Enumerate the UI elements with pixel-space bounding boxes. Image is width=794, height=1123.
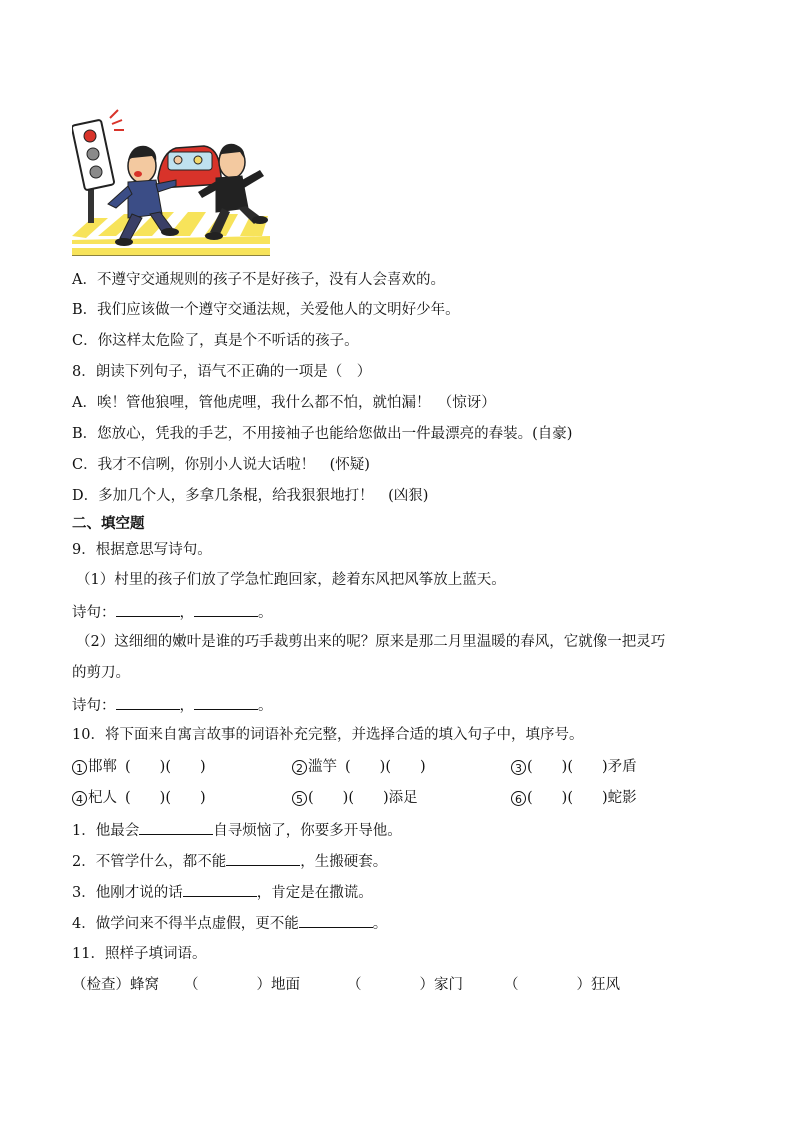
q8-stem: 8．朗读下列句子，语气不正确的一项是（ ） (72, 364, 372, 380)
fill-paren[interactable]: ( ) (308, 790, 349, 806)
idiom-item: 5 ( )( )添足 (292, 788, 418, 808)
circled-number: 2 (292, 760, 307, 775)
fill-paren[interactable]: ( ) (125, 759, 166, 775)
idiom-item: 2 滥竽 ( )( ) (292, 757, 426, 777)
q8-option-d: D．多加几个人，多拿几条棍，给我狠狠地打！ (凶狠) (72, 488, 429, 504)
answer-blank[interactable] (194, 601, 258, 617)
idiom-item: 4 杞人 ( )( ) (72, 788, 206, 808)
q10-sentence-2: 2．不管学什么，都不能 ，生搬硬套。 (72, 850, 387, 872)
poem-label: 诗句： (72, 605, 116, 621)
idiom-item: 3 ( )( )矛盾 (511, 757, 637, 777)
fill-paren[interactable]: ( ) (385, 759, 426, 775)
answer-blank[interactable] (183, 881, 257, 897)
q10-sentence-1: 1．他最会 自寻烦恼了，你要多开导他。 (72, 819, 402, 841)
option-c-prev: C．你这样太危险了，真是个不听话的孩子。 (72, 333, 359, 349)
option-a-prev: A．不遵守交通规则的孩子不是好孩子，没有人会喜欢的。 (72, 272, 445, 288)
q10-sentence-3: 3．他刚才说的话 ，肯定是在撒谎。 (72, 881, 373, 903)
q9-part2-line2: 的剪刀。 (72, 665, 130, 681)
circled-number: 4 (72, 791, 87, 806)
circled-number: 6 (511, 791, 526, 806)
fill-paren[interactable]: ( ) (345, 759, 386, 775)
answer-blank[interactable] (116, 694, 180, 710)
q9-answer1: 诗句： ， 。 (72, 601, 273, 623)
section-title: 二、填空题 (72, 515, 145, 532)
option-b-prev: B．我们应该做一个遵守交通法规，关爱他人的文明好少年。 (72, 302, 460, 318)
idiom-row-1 (72, 757, 772, 777)
q8-option-b: B．您放心，凭我的手艺，不用接袖子也能给您做出一件最漂亮的春装。(自豪) (72, 426, 573, 442)
q9-part2-line1: （2）这细细的嫩叶是谁的巧手裁剪出来的呢？原来是那二月里温暖的春风，它就像一把灵巧 (76, 634, 666, 650)
answer-blank[interactable] (139, 819, 213, 835)
fill-paren[interactable]: ( ) (567, 759, 608, 775)
q11-item[interactable]: （ ）家门 (347, 977, 463, 993)
fill-paren[interactable]: ( ) (348, 790, 389, 806)
circled-number: 5 (292, 791, 307, 806)
answer-blank[interactable] (299, 912, 373, 928)
idiom-item: 6 ( )( )蛇影 (511, 788, 637, 808)
fill-paren[interactable]: ( ) (527, 759, 568, 775)
q10-stem: 10．将下面来自寓言故事的词语补充完整，并选择合适的填入句子中，填序号。 (72, 727, 584, 743)
fill-paren[interactable]: ( ) (125, 790, 166, 806)
poem-label: 诗句： (72, 698, 116, 714)
q8-option-a: A．唉！管他狼哩，管他虎哩，我什么都不怕，就怕漏！ （惊讶） (72, 395, 496, 411)
circled-number: 3 (511, 760, 526, 775)
q11-item[interactable]: （ ）狂风 (504, 977, 620, 993)
q10-sentence-4: 4．做学问来不得半点虚假，更不能 。 (72, 912, 387, 934)
q11-items (72, 975, 772, 995)
idiom-row-2 (72, 788, 772, 808)
q9-stem: 9．根据意思写诗句。 (72, 542, 212, 558)
fill-paren[interactable]: ( ) (165, 790, 206, 806)
answer-blank[interactable] (194, 694, 258, 710)
fill-paren[interactable]: ( ) (527, 790, 568, 806)
q11-stem: 11．照样子填词语。 (72, 946, 207, 962)
answer-blank[interactable] (116, 601, 180, 617)
q9-part1: （1）村里的孩子们放了学急忙跑回家，趁着东风把风筝放上蓝天。 (76, 572, 506, 588)
answer-blank[interactable] (226, 850, 300, 866)
fill-paren[interactable]: ( ) (165, 759, 206, 775)
q8-option-c: C．我才不信咧，你别小人说大话啦！ (怀疑) (72, 457, 370, 473)
idiom-item: 1 邯郸 ( )( ) (72, 757, 206, 777)
q11-item[interactable]: （ ）地面 (184, 977, 300, 993)
q9-answer2: 诗句： ， 。 (72, 694, 273, 716)
fill-paren[interactable]: ( ) (567, 790, 608, 806)
circled-number: 1 (72, 760, 87, 775)
q11-example: （检查）蜂窝 (72, 977, 159, 993)
traffic-safety-illustration (72, 108, 270, 256)
